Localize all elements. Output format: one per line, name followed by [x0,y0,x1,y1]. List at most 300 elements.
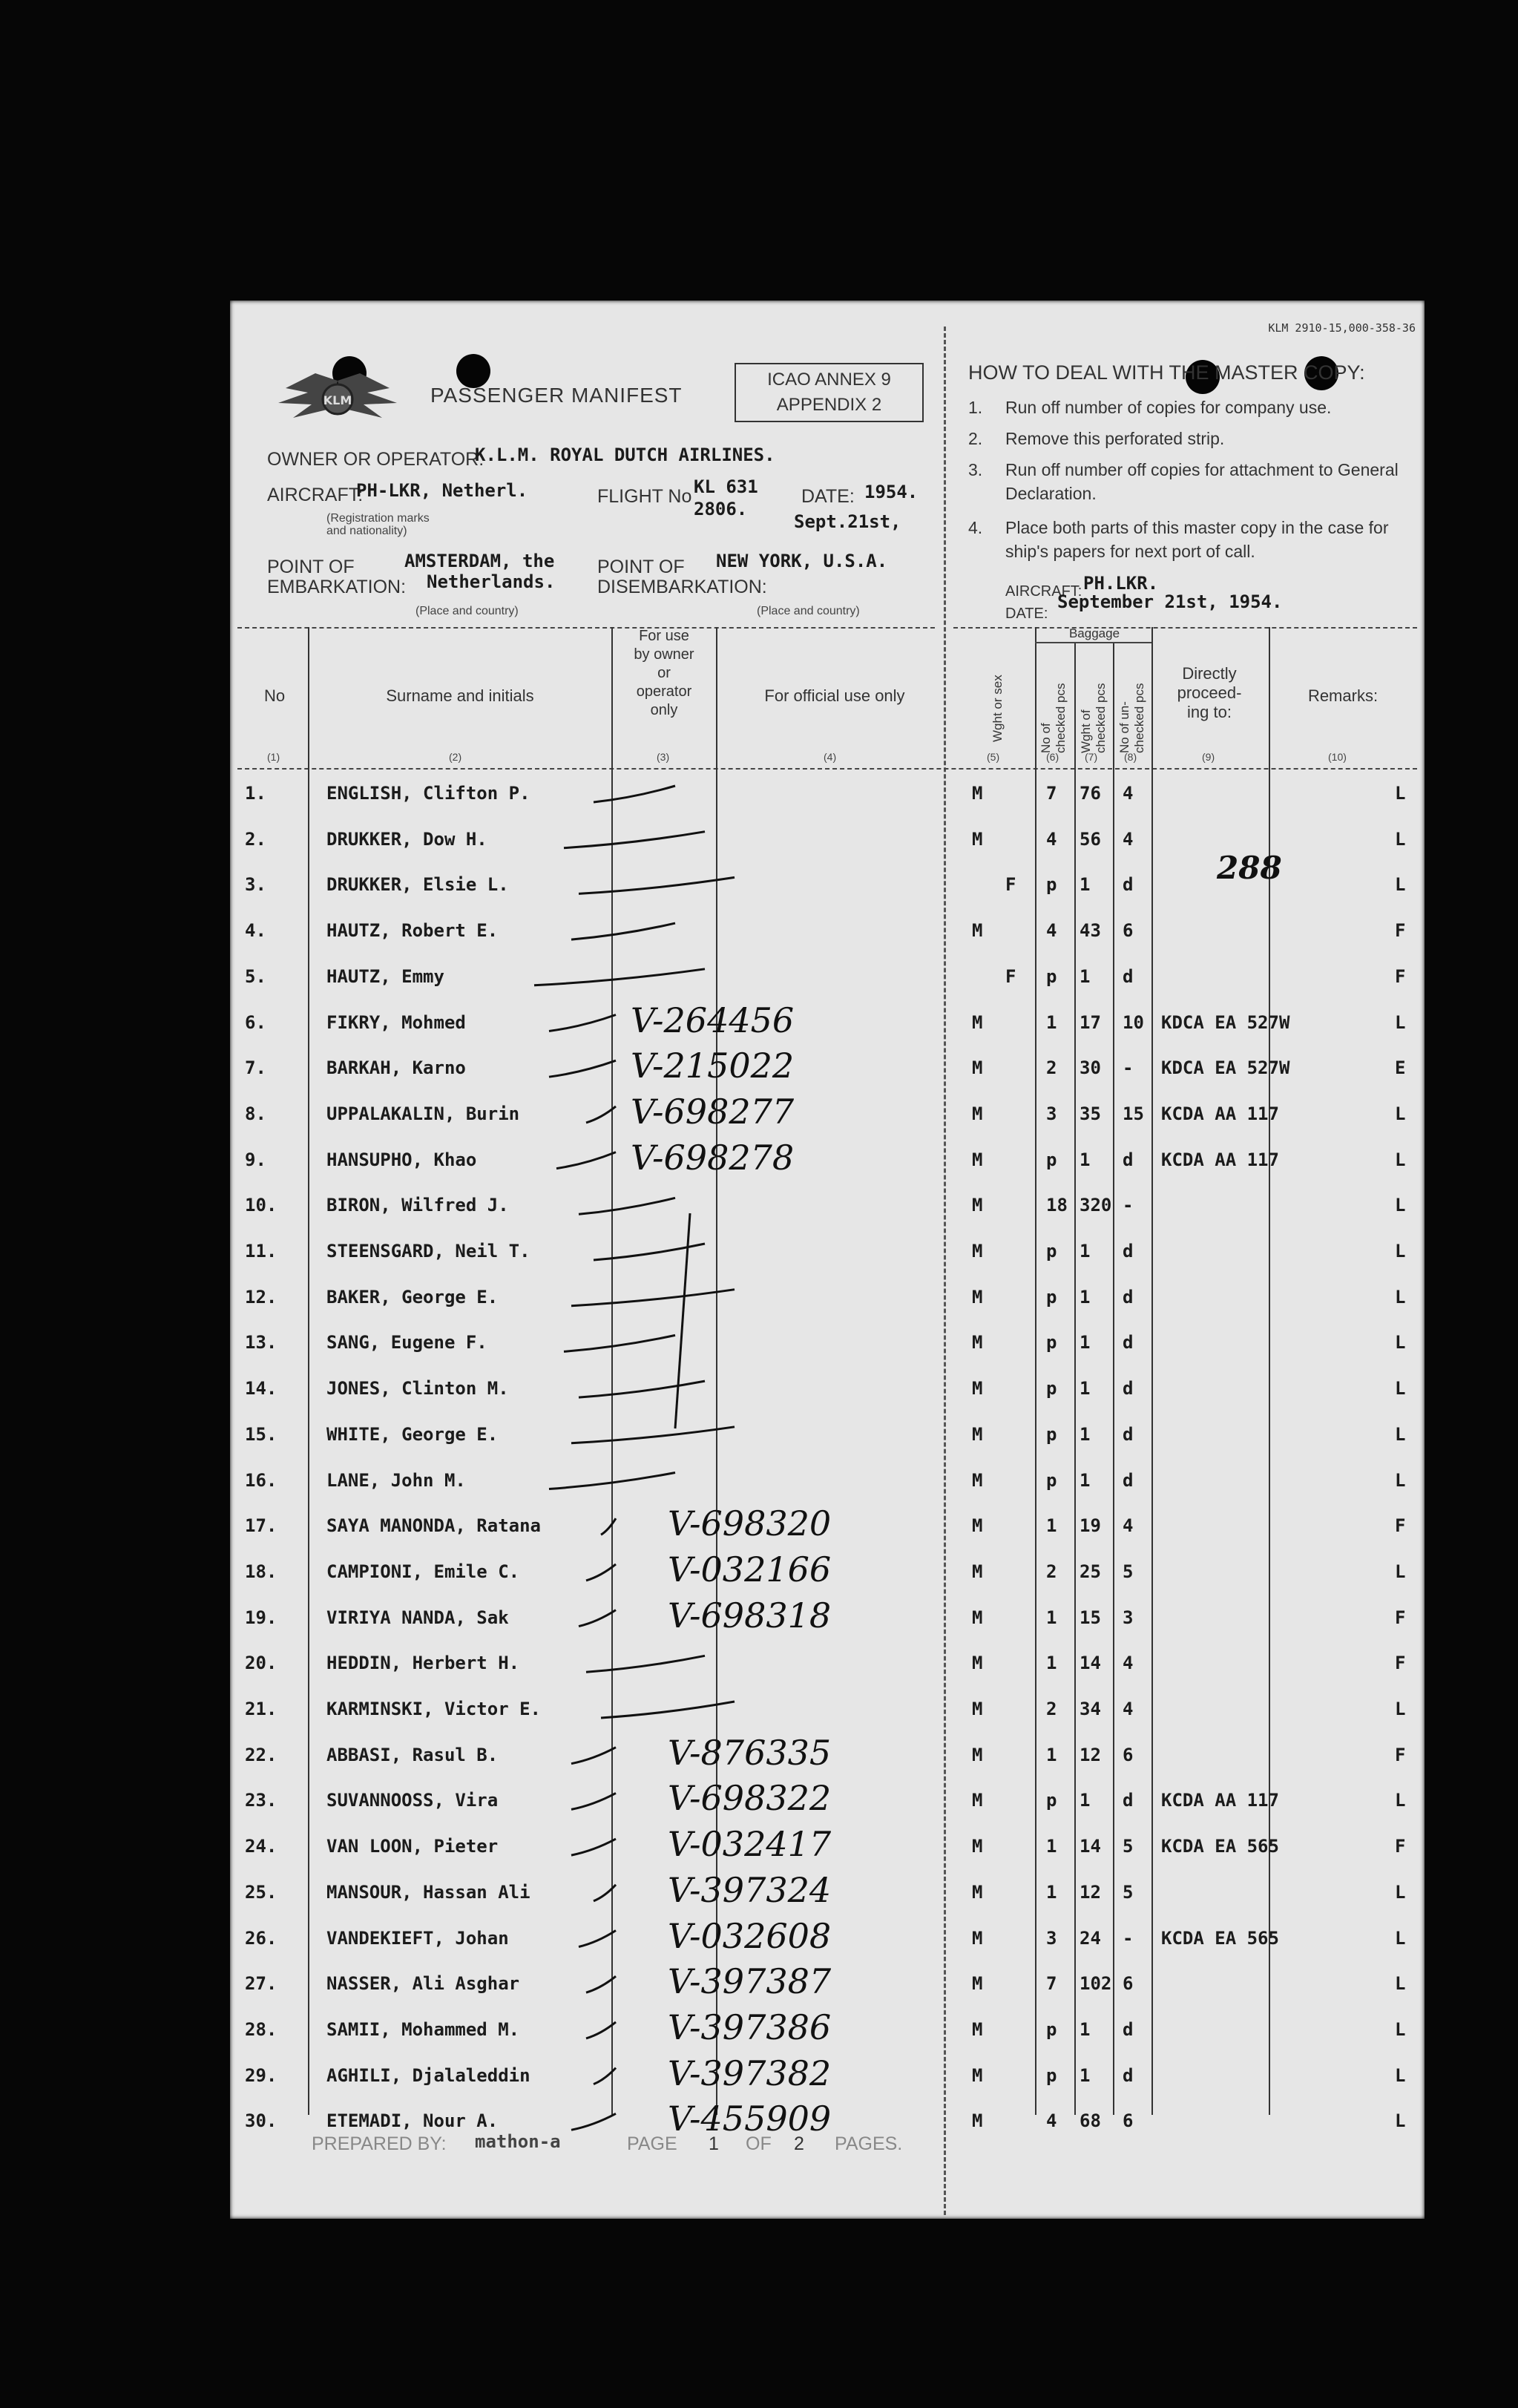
col-header-name: Surname and initials [386,686,534,705]
row-number: 2. [245,828,266,850]
row-number: 14. [245,1378,277,1400]
pen-stroke [586,1656,705,1672]
embark-place-note: (Place and country) [415,605,519,617]
sex-or-weight: M [972,1790,983,1811]
step-number: 1. [968,398,983,417]
bag-3-line: checked pcs [1132,683,1146,753]
col-number: (6) [1046,751,1059,763]
row-number: 23. [245,1790,277,1811]
row-number: 27. [245,1973,277,1995]
remarks: L [1395,1927,1406,1949]
checked-weight: 14 [1080,1836,1101,1857]
directly-proceeding: KCDA AA 117 [1161,1790,1279,1811]
pen-stroke [586,1976,616,1992]
passenger-name: VANDEKIEFT, Johan [326,1927,509,1949]
checked-pieces: 3 [1046,1103,1057,1124]
document-title: PASSENGER MANIFEST [430,384,683,407]
checked-pieces: 1 [1046,1744,1057,1765]
passenger-name: ETEMADI, Nour A. [326,2110,499,2132]
handwritten-visa-number: V-698318 [668,1595,832,1636]
remarks: L [1395,1241,1406,1262]
directly-proceeding: KCDA AA 117 [1161,1103,1279,1124]
pen-stroke [571,2113,616,2130]
remarks: L [1395,1973,1406,1995]
col-number: (2) [449,751,462,763]
pen-stroke [579,1931,616,1947]
row-number: 1. [245,783,266,804]
checked-weight: 1 [1080,1286,1091,1308]
row-number: 21. [245,1699,277,1719]
checked-weight: 1 [1080,1378,1091,1400]
row-number: 9. [245,1149,266,1170]
sex-or-weight: M [972,1057,983,1079]
row-number: 25. [245,1881,277,1903]
date-label: DATE: [801,486,855,507]
checked-pieces: 1 [1046,1515,1057,1537]
checked-weight: 12 [1080,1744,1101,1765]
row-number: 17. [245,1515,277,1537]
checked-weight: 35 [1080,1103,1101,1124]
pen-stroke [594,786,675,802]
prepared-value: mathon-a [475,2131,561,2152]
embark-label-2: EMBARKATION: [267,577,407,597]
date-value-1: 1954. [864,482,919,502]
unchecked-pieces: 5 [1123,1881,1134,1903]
directly-line: ing to: [1187,703,1232,721]
unchecked-pieces: d [1123,1241,1134,1262]
passenger-name: LANE, John M. [326,1469,466,1491]
col-number: (5) [987,751,1000,763]
sex-or-weight: M [972,1653,983,1674]
passenger-name: BAKER, George E. [326,1286,499,1308]
remarks: F [1395,1653,1406,1674]
sex-or-weight: M [972,1607,983,1628]
directly-proceeding: KDCA EA 527W [1161,1057,1290,1079]
checked-pieces: 7 [1046,1973,1057,1995]
unchecked-pieces: d [1123,1332,1134,1354]
handwritten-strokes [230,301,1425,2219]
col-number: (9) [1202,751,1215,763]
sex-or-weight: M [972,1149,983,1170]
pen-stroke [601,1702,735,1718]
row-number: 30. [245,2110,277,2132]
flight-label: FLIGHT No [597,486,692,507]
pen-stroke [586,1564,616,1581]
embark-value-2: Netherlands. [427,571,556,592]
remarks: L [1395,1332,1406,1354]
pages-label: PAGES. [835,2133,903,2154]
checked-weight: 1 [1080,1241,1091,1262]
unchecked-pieces: 6 [1123,2110,1134,2132]
unchecked-pieces: 15 [1123,1103,1144,1124]
date-value-2: Sept.21st, [794,511,901,532]
page-number: 1 [709,2133,719,2154]
passenger-name: HEDDIN, Herbert H. [326,1653,520,1674]
remarks: L [1395,2018,1406,2040]
disembark-value: NEW YORK, U.S.A. [716,551,888,571]
remarks: L [1395,1699,1406,1719]
sex-or-weight: M [972,1423,983,1445]
handwritten-visa-number: V-876335 [668,1732,832,1773]
row-number: 20. [245,1653,277,1674]
aircraft-value: PH-LKR, Netherl. [356,480,528,501]
pen-stroke [549,1060,616,1077]
passenger-name: JONES, Clinton M. [326,1378,509,1400]
passenger-name: CAMPIONI, Emile C. [326,1561,520,1582]
passenger-name: BARKAH, Karno [326,1057,466,1079]
owner-label: OWNER OR OPERATOR: [267,449,484,470]
col-number: (1) [267,751,280,763]
handwritten-visa-number: V-264456 [631,1000,795,1040]
pen-stroke [579,1198,675,1214]
row-number: 12. [245,1286,277,1308]
checked-weight: 1 [1080,2064,1091,2086]
passenger-name: VIRIYA NANDA, Sak [326,1607,509,1628]
handwritten-visa-number: V-698277 [631,1091,795,1132]
page-label: PAGE [627,2133,677,2154]
checked-weight: 24 [1080,1927,1101,1949]
col-number: (7) [1085,751,1098,763]
remarks: F [1395,1607,1406,1628]
passenger-name: SANG, Eugene F. [326,1332,487,1354]
sex-or-weight: M [972,1561,983,1582]
row-number: 8. [245,1103,266,1124]
directly-proceeding: KDCA EA 527W [1161,1011,1290,1033]
pen-stroke [549,1015,616,1031]
unchecked-pieces: 3 [1123,1607,1134,1628]
sex-or-weight: F [1005,874,1016,896]
remarks: L [1395,1103,1406,1124]
pen-stroke [571,1793,616,1809]
how-to-date-label: DATE: [1005,606,1048,622]
sex-or-weight: M [972,783,983,804]
checked-pieces: p [1046,1286,1057,1308]
pen-stroke [579,877,735,893]
row-number: 3. [245,874,266,896]
checked-pieces: p [1046,2018,1057,2040]
remarks: L [1395,2064,1406,2086]
passenger-name: HAUTZ, Emmy [326,965,444,987]
checked-weight: 76 [1080,783,1101,804]
unchecked-pieces: 6 [1123,1973,1134,1995]
passenger-name: DRUKKER, Dow H. [326,828,487,850]
sex-or-weight: M [972,1103,983,1124]
remarks: L [1395,1881,1406,1903]
checked-pieces: 2 [1046,1561,1057,1582]
pen-stroke [601,1518,616,1535]
unchecked-pieces: d [1123,965,1134,987]
checked-pieces: p [1046,1790,1057,1811]
checked-weight: 43 [1080,920,1101,942]
checked-pieces: p [1046,2064,1057,2086]
sex-or-weight: M [972,1881,983,1903]
passenger-name: HAUTZ, Robert E. [326,920,499,942]
passenger-name: DRUKKER, Elsie L. [326,874,509,896]
pen-stroke [579,1610,616,1627]
bag-3-line: No of un- [1117,701,1131,753]
handwritten-visa-number: V-397387 [668,1961,832,2002]
sex-or-weight: M [972,1699,983,1719]
checked-pieces: 2 [1046,1699,1057,1719]
checked-pieces: 18 [1046,1195,1068,1216]
disembark-label-2: DISEMBARKATION: [597,577,767,597]
remarks: L [1395,874,1406,896]
checked-weight: 1 [1080,2018,1091,2040]
checked-weight: 30 [1080,1057,1101,1079]
passenger-name: HANSUPHO, Khao [326,1149,477,1170]
sex-or-weight: M [972,1286,983,1308]
pen-stroke [534,969,705,985]
handwritten-visa-number: V-698322 [668,1778,832,1819]
checked-pieces: p [1046,1149,1057,1170]
checked-pieces: p [1046,1332,1057,1354]
remarks: L [1395,1378,1406,1400]
unchecked-pieces: d [1123,1423,1134,1445]
checked-weight: 102 [1080,1973,1112,1995]
handwritten-visa-number: V-215022 [631,1046,795,1086]
col-number: (3) [657,751,670,763]
col-header-owner-line: For use [639,628,689,644]
col-header-baggage: Baggage [1068,626,1120,640]
handwritten-visa-number: V-397382 [668,2053,832,2093]
unchecked-pieces: 4 [1123,783,1134,804]
step-text: Place both parts of this master copy in the case for ship's papers for next port of call. [1005,518,1389,561]
directly-line: proceed- [1177,683,1242,702]
handwritten-visa-number: V-698278 [631,1137,795,1178]
remarks: L [1395,1561,1406,1582]
checked-pieces: 4 [1046,2110,1057,2132]
sex-or-weight: M [972,2064,983,2086]
unchecked-pieces: 4 [1123,828,1134,850]
flight-value-2: 2806. [694,499,748,519]
unchecked-pieces: d [1123,1469,1134,1491]
remarks: F [1395,1836,1406,1857]
sex-or-weight: M [972,1378,983,1400]
checked-weight: 17 [1080,1011,1101,1033]
passenger-name: STEENSGARD, Neil T. [326,1241,530,1262]
unchecked-pieces: 4 [1123,1699,1134,1719]
col-header-owner-line: operator [636,683,692,700]
pen-stroke [579,1381,705,1397]
checked-pieces: 1 [1046,1881,1057,1903]
checked-pieces: 1 [1046,1653,1057,1674]
remarks: L [1395,1195,1406,1216]
checked-weight: 14 [1080,1653,1101,1674]
how-to-date-value: September 21st, 1954. [1057,591,1283,612]
remarks: F [1395,1515,1406,1537]
handwritten-visa-number: V-397324 [668,1869,832,1910]
sex-or-weight: M [972,1515,983,1537]
passenger-name: NASSER, Ali Asghar [326,1973,520,1995]
checked-pieces: 4 [1046,920,1057,942]
sex-or-weight: M [972,1927,983,1949]
embark-label-1: POINT OF [267,557,355,577]
disembark-label-1: POINT OF [597,557,685,577]
sex-or-weight: F [1005,965,1016,987]
unchecked-pieces: 6 [1123,920,1134,942]
row-number: 28. [245,2018,277,2040]
how-to-aircraft-value: PH.LKR. [1083,573,1159,594]
remarks: L [1395,1790,1406,1811]
unchecked-pieces: 4 [1123,1653,1134,1674]
step-number: 3. [968,460,983,479]
how-to-title: HOW TO DEAL WITH THE MASTER COPY: [968,361,1365,384]
row-number: 15. [245,1423,277,1445]
checked-weight: 320 [1080,1195,1112,1216]
directly-proceeding: KCDA EA 565 [1161,1927,1279,1949]
unchecked-pieces: 6 [1123,1744,1134,1765]
aircraft-label: AIRCRAFT: [267,485,364,505]
checked-weight: 25 [1080,1561,1101,1582]
checked-pieces: 2 [1046,1057,1057,1079]
checked-weight: 1 [1080,1332,1091,1354]
passenger-name: FIKRY, Mohmed [326,1011,466,1033]
step-text: Run off number off copies for attachment to General Declaration. [1005,460,1399,503]
remarks: L [1395,1423,1406,1445]
unchecked-pieces: d [1123,1790,1134,1811]
svg-text:KLM: KLM [323,393,352,407]
unchecked-pieces: 5 [1123,1836,1134,1857]
checked-weight: 1 [1080,1423,1091,1445]
row-number: 6. [245,1011,266,1033]
sex-or-weight: M [972,1744,983,1765]
checked-pieces: p [1046,1423,1057,1445]
passenger-name: KARMINSKI, Victor E. [326,1699,541,1719]
pen-stroke [586,1106,616,1123]
passenger-name: UPPALAKALIN, Burin [326,1103,520,1124]
handwritten-visa-number: V-032166 [668,1549,832,1590]
pen-stroke [571,1427,735,1443]
step-number: 4. [968,518,983,537]
aircraft-note-2: and nationality) [326,525,407,537]
pen-stroke [556,1152,616,1169]
col-header-remarks: Remarks: [1307,686,1379,705]
col-header-owner-line: by owner [634,646,694,663]
remarks: L [1395,1286,1406,1308]
bag-1-line: checked pcs [1054,683,1068,753]
remarks: E [1395,1057,1406,1079]
pen-stroke [549,1473,675,1489]
unchecked-pieces: d [1123,1286,1134,1308]
col-number: (4) [824,751,837,763]
directly-proceeding: KCDA AA 117 [1161,1149,1279,1170]
unchecked-pieces: - [1123,1195,1134,1216]
punch-hole [1515,371,1518,405]
unchecked-pieces: 4 [1123,1515,1134,1537]
checked-weight: 1 [1080,874,1091,896]
checked-pieces: p [1046,1378,1057,1400]
checked-weight: 1 [1080,1790,1091,1811]
remarks: F [1395,920,1406,942]
passenger-name: ABBASI, Rasul B. [326,1744,499,1765]
sex-or-weight: M [972,1836,983,1857]
stamp-number: 288 [1217,850,1282,886]
sex-or-weight: M [972,828,983,850]
checked-pieces: 3 [1046,1927,1057,1949]
pen-stroke [675,1213,690,1428]
checked-pieces: p [1046,1241,1057,1262]
pen-stroke [564,1335,675,1351]
row-number: 13. [245,1332,277,1354]
step-text: Remove this perforated strip. [1005,429,1225,448]
icao-line-1: ICAO ANNEX 9 [767,370,891,390]
flight-value-1: KL 631 [694,476,758,497]
checked-weight: 15 [1080,1607,1101,1628]
remarks: L [1395,783,1406,804]
col-header-owner-line: or [657,665,671,681]
col-number: (8) [1124,751,1137,763]
disembark-place-note: (Place and country) [757,605,860,617]
checked-pieces: p [1046,965,1057,987]
pen-stroke [586,2022,616,2038]
bag-2-line: Wght of [1079,709,1093,753]
passenger-name: VAN LOON, Pieter [326,1836,499,1857]
row-number: 4. [245,920,266,942]
checked-weight: 1 [1080,965,1091,987]
unchecked-pieces: d [1123,1378,1134,1400]
pen-stroke [564,832,705,848]
handwritten-visa-number: V-455909 [668,2099,832,2139]
row-number: 7. [245,1057,266,1079]
remarks: L [1395,828,1406,850]
passenger-name: SAMII, Mohammed M. [326,2018,520,2040]
pen-stroke [571,1839,616,1855]
row-number: 18. [245,1561,277,1582]
remarks: L [1395,2110,1406,2132]
embark-value-1: AMSTERDAM, the [404,551,555,571]
aircraft-note-1: (Registration marks [326,512,430,525]
sex-or-weight: M [972,1973,983,1995]
row-number: 24. [245,1836,277,1857]
col-number: (10) [1328,751,1347,763]
checked-weight: 56 [1080,828,1101,850]
page-total: 2 [794,2133,804,2154]
sex-or-weight: M [972,1469,983,1491]
col-header-official: For official use only [764,686,905,705]
manifest-sheet [230,301,1425,2219]
passenger-name: SAYA MANONDA, Ratana [326,1515,541,1537]
sex-or-weight: M [972,1241,983,1262]
checked-pieces: 1 [1046,1011,1057,1033]
bag-2-line: checked pcs [1094,683,1108,753]
remarks: L [1395,1469,1406,1491]
checked-pieces: 7 [1046,783,1057,804]
unchecked-pieces: - [1123,1057,1134,1079]
unchecked-pieces: d [1123,2064,1134,2086]
row-number: 10. [245,1195,277,1216]
handwritten-visa-number: V-032608 [668,1915,832,1956]
pen-stroke [571,1748,616,1764]
checked-pieces: p [1046,874,1057,896]
handwritten-visa-number: V-397386 [668,2007,832,2047]
row-number: 26. [245,1927,277,1949]
passenger-name: SUVANNOOSS, Vira [326,1790,499,1811]
unchecked-pieces: 10 [1123,1011,1144,1033]
step-text: Run off number of copies for company use. [1005,398,1332,417]
col-header-wght-sex: Wght or sex [990,675,1005,742]
row-number: 11. [245,1241,277,1262]
checked-weight: 68 [1080,2110,1101,2132]
col-header-owner-line: only [650,702,678,718]
row-number: 29. [245,2064,277,2086]
of-label: OF [746,2133,772,2154]
checked-pieces: 1 [1046,1836,1057,1857]
unchecked-pieces: d [1123,1149,1134,1170]
unchecked-pieces: d [1123,2018,1134,2040]
owner-value: K.L.M. ROYAL DUTCH AIRLINES. [475,444,775,465]
passenger-name: AGHILI, Djalaleddin [326,2064,530,2086]
pen-stroke [594,2068,616,2084]
